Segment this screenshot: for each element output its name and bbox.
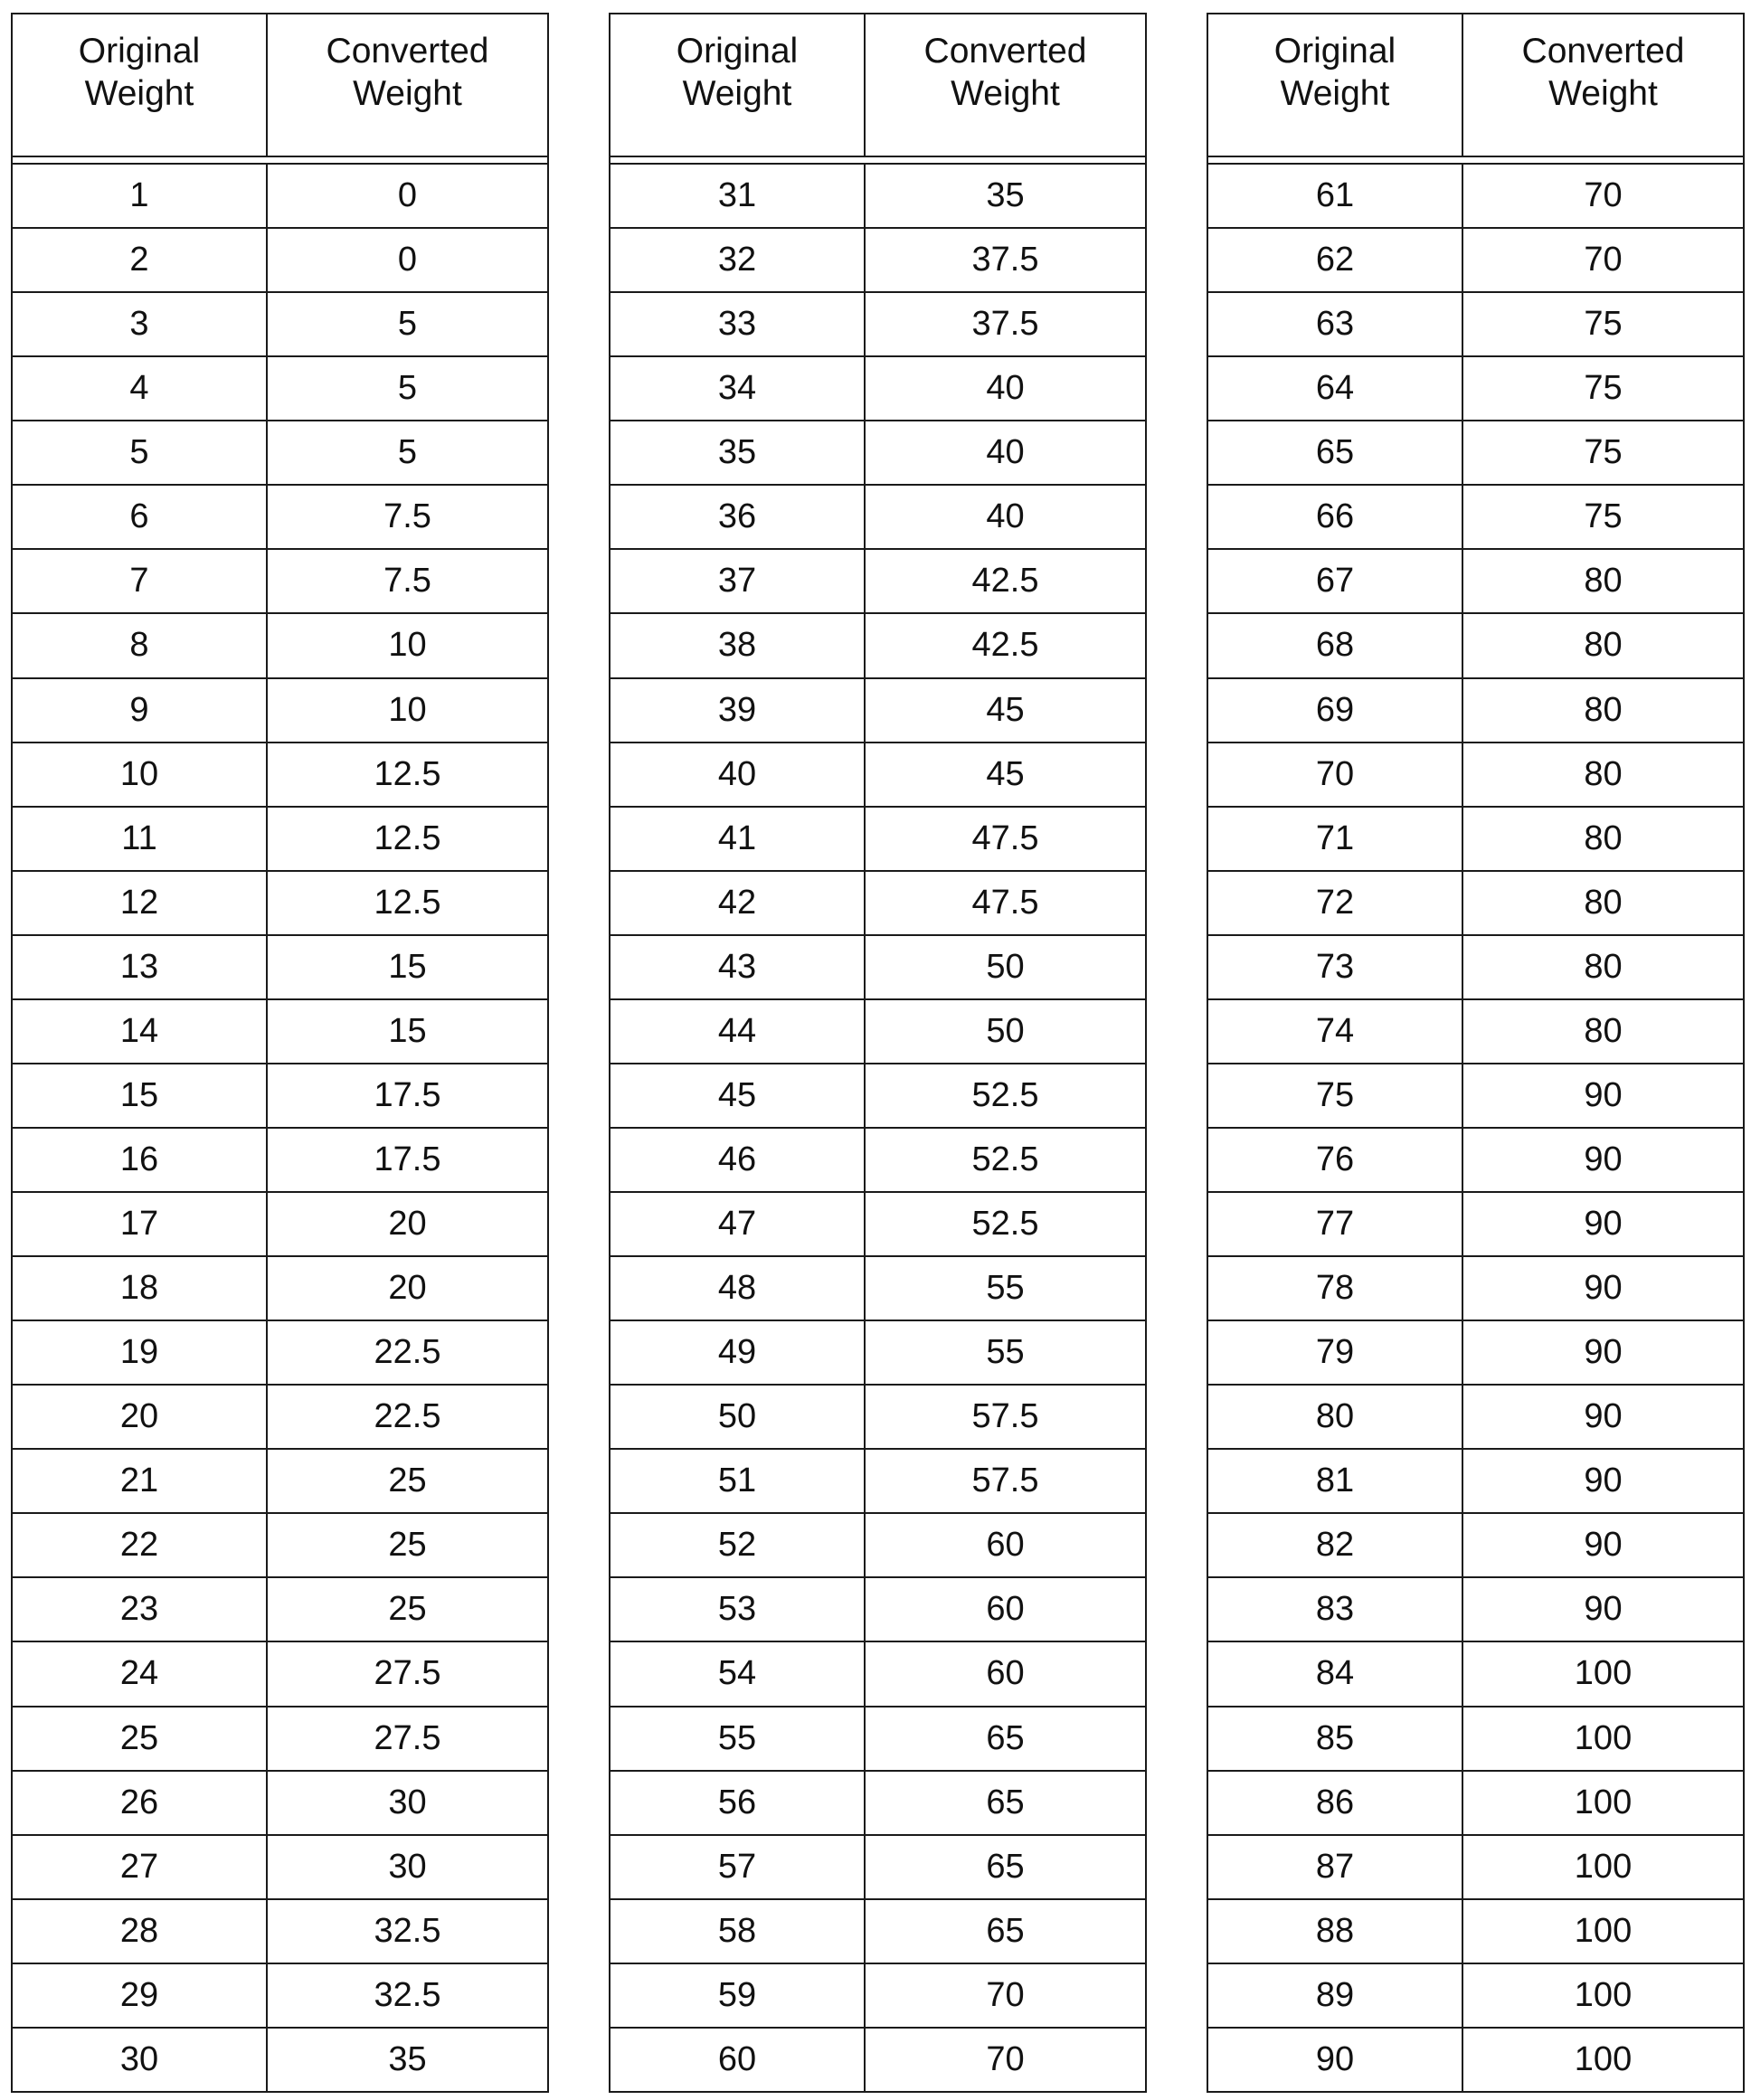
converted-weight-cell: 100: [1574, 1718, 1633, 1757]
original-weight-cell: 37: [610, 550, 866, 612]
original-weight-cell: 22: [13, 1514, 268, 1576]
table-row: [610, 165, 1145, 229]
original-weight-cell: 19: [13, 1321, 268, 1384]
table-row: [610, 1964, 1145, 2029]
table-body: [13, 165, 547, 2091]
original-weight-cell: 39: [610, 679, 866, 742]
converted-weight-cell: 27.5: [374, 1654, 441, 1693]
original-weight-cell: 49: [610, 1321, 866, 1384]
original-weight-cell: 40: [610, 743, 866, 806]
converted-weight-cell: 5: [397, 369, 418, 408]
converted-weight-cell: 100: [1574, 1783, 1633, 1821]
table-row: [13, 293, 547, 357]
original-weight-cell: 58: [610, 1900, 866, 1963]
original-weight-cell: 50: [610, 1386, 866, 1448]
converted-weight-cell: 40: [986, 369, 1025, 408]
converted-weight-cell: 75: [1584, 369, 1623, 408]
converted-weight-cell: 80: [1584, 562, 1623, 601]
table-row: [610, 421, 1145, 486]
original-weight-cell: 3: [13, 293, 268, 355]
table-row: [1208, 808, 1743, 872]
original-weight-cell: 11: [13, 808, 268, 870]
converted-weight-cell: 80: [1584, 690, 1623, 729]
table-row: [610, 357, 1145, 421]
original-weight-cell: 32: [610, 229, 866, 291]
converted-weight-cell: 40: [986, 433, 1025, 472]
original-weight-cell: 81: [1208, 1450, 1463, 1512]
original-weight-cell: 86: [1208, 1772, 1463, 1834]
table-row: [610, 1064, 1145, 1129]
original-weight-cell: 78: [1208, 1257, 1463, 1320]
original-weight-cell: 46: [610, 1129, 866, 1191]
converted-weight-cell: 90: [1584, 1205, 1623, 1244]
original-weight-cell: 71: [1208, 808, 1463, 870]
table-row: [13, 1707, 547, 1772]
converted-weight-cell: 70: [986, 2039, 1025, 2078]
table-header: [610, 14, 1145, 157]
table-row: [1208, 1707, 1743, 1772]
original-weight-cell: 41: [610, 808, 866, 870]
converted-weight-cell: 90: [1584, 1333, 1623, 1372]
table-row: [610, 1514, 1145, 1578]
converted-weight-cell: 60: [986, 1654, 1025, 1693]
header-double-rule: [1208, 157, 1743, 165]
converted-weight-cell: 42.5: [971, 562, 1039, 601]
conversion-table-1: [11, 13, 549, 2093]
table-row: [13, 1386, 547, 1450]
converted-weight-cell: 35: [388, 2039, 427, 2078]
table-row: [13, 550, 547, 614]
original-weight-cell: 74: [1208, 1000, 1463, 1063]
table-row: [1208, 1642, 1743, 1707]
original-weight-cell: 13: [13, 936, 268, 998]
header-converted-weight: Converted Weight: [1521, 32, 1685, 113]
original-weight-cell: 51: [610, 1450, 866, 1512]
converted-weight-cell: 0: [397, 241, 418, 279]
converted-weight-cell: 55: [986, 1333, 1025, 1372]
converted-weight-cell: 47.5: [971, 883, 1039, 922]
table-row: [610, 1321, 1145, 1386]
table-row: [610, 1193, 1145, 1257]
table-row: [1208, 614, 1743, 678]
original-weight-cell: 1: [13, 165, 268, 227]
original-weight-cell: 84: [1208, 1642, 1463, 1705]
header-double-rule: [610, 157, 1145, 165]
table-row: [1208, 2029, 1743, 2091]
converted-weight-cell: 37.5: [971, 305, 1039, 344]
original-weight-cell: 66: [1208, 486, 1463, 548]
original-weight-cell: 52: [610, 1514, 866, 1576]
original-weight-cell: 72: [1208, 872, 1463, 934]
converted-weight-cell: 10: [388, 626, 427, 665]
original-weight-cell: 89: [1208, 1964, 1463, 2027]
converted-weight-cell: 35: [986, 176, 1025, 215]
table-row: [13, 1578, 547, 1642]
table-row: [1208, 679, 1743, 743]
original-weight-cell: 43: [610, 936, 866, 998]
original-weight-cell: 33: [610, 293, 866, 355]
converted-weight-cell: 45: [986, 754, 1025, 793]
converted-weight-cell: 70: [986, 1975, 1025, 2014]
table-row: [1208, 1000, 1743, 1064]
converted-weight-cell: 15: [388, 1011, 427, 1050]
original-weight-cell: 48: [610, 1257, 866, 1320]
converted-weight-cell: 5: [397, 305, 418, 344]
table-row: [1208, 1900, 1743, 1964]
table-row: [13, 936, 547, 1000]
converted-weight-cell: 22.5: [374, 1397, 441, 1436]
original-weight-cell: 67: [1208, 550, 1463, 612]
converted-weight-cell: 7.5: [383, 562, 431, 601]
table-row: [1208, 1257, 1743, 1321]
original-weight-cell: 70: [1208, 743, 1463, 806]
table-row: [610, 1129, 1145, 1193]
original-weight-cell: 85: [1208, 1707, 1463, 1770]
table-row: [1208, 1450, 1743, 1514]
table-row: [1208, 165, 1743, 229]
table-row: [13, 229, 547, 293]
converted-weight-cell: 65: [986, 1783, 1025, 1821]
table-row: [1208, 550, 1743, 614]
table-row: [610, 679, 1145, 743]
table-row: [13, 1321, 547, 1386]
header-converted-weight: Converted Weight: [326, 32, 489, 113]
converted-weight-cell: 25: [388, 1590, 427, 1629]
table-row: [1208, 1064, 1743, 1129]
table-row: [1208, 1193, 1743, 1257]
converted-weight-cell: 52.5: [971, 1140, 1039, 1178]
converted-weight-cell: 90: [1584, 1075, 1623, 1114]
header-original-weight: Original Weight: [610, 14, 866, 156]
table-row: [13, 808, 547, 872]
original-weight-cell: 16: [13, 1129, 268, 1191]
table-row: [13, 486, 547, 550]
header-converted-weight: Converted Weight: [923, 32, 1087, 113]
table-row: [610, 936, 1145, 1000]
table-row: [610, 293, 1145, 357]
table-row: [13, 872, 547, 936]
table-row: [1208, 1964, 1743, 2029]
original-weight-cell: 75: [1208, 1064, 1463, 1127]
table-row: [1208, 486, 1743, 550]
converted-weight-cell: 30: [388, 1847, 427, 1886]
table-row: [13, 2029, 547, 2091]
table-row: [1208, 1578, 1743, 1642]
converted-weight-cell: 42.5: [971, 626, 1039, 665]
converted-weight-cell: 30: [388, 1783, 427, 1821]
original-weight-cell: 23: [13, 1578, 268, 1641]
table-row: [13, 1450, 547, 1514]
original-weight-cell: 57: [610, 1836, 866, 1898]
converted-weight-cell: 80: [1584, 883, 1623, 922]
table-row: [1208, 421, 1743, 486]
table-row: [13, 1900, 547, 1964]
converted-weight-cell: 90: [1584, 1397, 1623, 1436]
converted-weight-cell: 55: [986, 1269, 1025, 1308]
table-row: [1208, 293, 1743, 357]
converted-weight-cell: 37.5: [971, 241, 1039, 279]
table-row: [610, 872, 1145, 936]
table-row: [610, 1707, 1145, 1772]
table-header: [13, 14, 547, 157]
original-weight-cell: 59: [610, 1964, 866, 2027]
table-row: [610, 808, 1145, 872]
header-original-weight: Original Weight: [13, 14, 268, 156]
converted-weight-cell: 100: [1574, 1975, 1633, 2014]
original-weight-cell: 8: [13, 614, 268, 676]
converted-weight-cell: 7.5: [383, 497, 431, 536]
table-row: [1208, 1129, 1743, 1193]
original-weight-cell: 9: [13, 679, 268, 742]
original-weight-cell: 5: [13, 421, 268, 484]
converted-weight-cell: 10: [388, 690, 427, 729]
original-weight-cell: 14: [13, 1000, 268, 1063]
converted-weight-cell: 100: [1574, 1847, 1633, 1886]
table-row: [610, 2029, 1145, 2091]
converted-weight-cell: 32.5: [374, 1911, 441, 1950]
table-row: [610, 1578, 1145, 1642]
original-weight-cell: 10: [13, 743, 268, 806]
original-weight-cell: 15: [13, 1064, 268, 1127]
table-row: [1208, 936, 1743, 1000]
original-weight-cell: 25: [13, 1707, 268, 1770]
converted-weight-cell: 80: [1584, 947, 1623, 986]
converted-weight-cell: 52.5: [971, 1205, 1039, 1244]
table-row: [13, 357, 547, 421]
table-row: [13, 614, 547, 678]
table-row: [1208, 872, 1743, 936]
table-row: [13, 1772, 547, 1836]
original-weight-cell: 26: [13, 1772, 268, 1834]
table-row: [610, 743, 1145, 808]
converted-weight-cell: 57.5: [971, 1397, 1039, 1436]
original-weight-cell: 63: [1208, 293, 1463, 355]
original-weight-cell: 60: [610, 2029, 866, 2091]
original-weight-cell: 61: [1208, 165, 1463, 227]
converted-weight-cell: 60: [986, 1526, 1025, 1565]
original-weight-cell: 28: [13, 1900, 268, 1963]
converted-weight-cell: 90: [1584, 1269, 1623, 1308]
converted-weight-cell: 60: [986, 1590, 1025, 1629]
converted-weight-cell: 90: [1584, 1590, 1623, 1629]
table-row: [610, 1772, 1145, 1836]
original-weight-cell: 47: [610, 1193, 866, 1255]
converted-weight-cell: 70: [1584, 241, 1623, 279]
table-row: [13, 165, 547, 229]
original-weight-cell: 34: [610, 357, 866, 420]
table-row: [1208, 1772, 1743, 1836]
original-weight-cell: 53: [610, 1578, 866, 1641]
converted-weight-cell: 25: [388, 1526, 427, 1565]
table-row: [1208, 1514, 1743, 1578]
original-weight-cell: 17: [13, 1193, 268, 1255]
original-weight-cell: 31: [610, 165, 866, 227]
converted-weight-cell: 100: [1574, 1654, 1633, 1693]
table-row: [1208, 357, 1743, 421]
original-weight-cell: 35: [610, 421, 866, 484]
original-weight-cell: 7: [13, 550, 268, 612]
table-row: [610, 1642, 1145, 1707]
original-weight-cell: 24: [13, 1642, 268, 1705]
table-row: [1208, 1836, 1743, 1900]
table-row: [610, 1386, 1145, 1450]
converted-weight-cell: 75: [1584, 433, 1623, 472]
converted-weight-cell: 0: [397, 176, 418, 215]
table-row: [13, 1000, 547, 1064]
converted-weight-cell: 20: [388, 1269, 427, 1308]
converted-weight-cell: 65: [986, 1847, 1025, 1886]
header-double-rule: [13, 157, 547, 165]
converted-weight-cell: 22.5: [374, 1333, 441, 1372]
converted-weight-cell: 80: [1584, 818, 1623, 857]
table-body: [1208, 165, 1743, 2091]
converted-weight-cell: 90: [1584, 1140, 1623, 1178]
converted-weight-cell: 80: [1584, 754, 1623, 793]
table-row: [610, 229, 1145, 293]
converted-weight-cell: 100: [1574, 2039, 1633, 2078]
table-row: [13, 1193, 547, 1257]
table-row: [13, 1642, 547, 1707]
conversion-table-3: [1207, 13, 1745, 2093]
original-weight-cell: 83: [1208, 1578, 1463, 1641]
converted-weight-cell: 47.5: [971, 818, 1039, 857]
original-weight-cell: 68: [1208, 614, 1463, 676]
table-row: [610, 1257, 1145, 1321]
table-body: [610, 165, 1145, 2091]
original-weight-cell: 55: [610, 1707, 866, 1770]
table-row: [1208, 1386, 1743, 1450]
converted-weight-cell: 27.5: [374, 1718, 441, 1757]
header-original-weight: Original Weight: [1208, 14, 1463, 156]
original-weight-cell: 82: [1208, 1514, 1463, 1576]
original-weight-cell: 80: [1208, 1386, 1463, 1448]
converted-weight-cell: 15: [388, 947, 427, 986]
table-row: [13, 1964, 547, 2029]
original-weight-cell: 4: [13, 357, 268, 420]
table-row: [610, 1836, 1145, 1900]
original-weight-cell: 90: [1208, 2029, 1463, 2091]
original-weight-cell: 29: [13, 1964, 268, 2027]
converted-weight-cell: 75: [1584, 305, 1623, 344]
original-weight-cell: 6: [13, 486, 268, 548]
converted-weight-cell: 12.5: [374, 754, 441, 793]
converted-weight-cell: 80: [1584, 626, 1623, 665]
original-weight-cell: 2: [13, 229, 268, 291]
original-weight-cell: 76: [1208, 1129, 1463, 1191]
converted-weight-cell: 90: [1584, 1526, 1623, 1565]
converted-weight-cell: 17.5: [374, 1075, 441, 1114]
table-row: [1208, 743, 1743, 808]
conversion-table-2: [609, 13, 1147, 2093]
original-weight-cell: 54: [610, 1642, 866, 1705]
table-row: [13, 743, 547, 808]
converted-weight-cell: 57.5: [971, 1461, 1039, 1500]
table-row: [13, 1836, 547, 1900]
original-weight-cell: 12: [13, 872, 268, 934]
table-row: [610, 614, 1145, 678]
original-weight-cell: 56: [610, 1772, 866, 1834]
original-weight-cell: 62: [1208, 229, 1463, 291]
original-weight-cell: 38: [610, 614, 866, 676]
original-weight-cell: 18: [13, 1257, 268, 1320]
converted-weight-cell: 70: [1584, 176, 1623, 215]
converted-weight-cell: 50: [986, 947, 1025, 986]
original-weight-cell: 69: [1208, 679, 1463, 742]
converted-weight-cell: 25: [388, 1461, 427, 1500]
converted-weight-cell: 45: [986, 690, 1025, 729]
table-row: [610, 486, 1145, 550]
table-row: [13, 421, 547, 486]
converted-weight-cell: 5: [397, 433, 418, 472]
original-weight-cell: 87: [1208, 1836, 1463, 1898]
original-weight-cell: 77: [1208, 1193, 1463, 1255]
original-weight-cell: 45: [610, 1064, 866, 1127]
converted-weight-cell: 40: [986, 497, 1025, 536]
table-row: [13, 1514, 547, 1578]
table-header: [1208, 14, 1743, 157]
original-weight-cell: 42: [610, 872, 866, 934]
table-row: [610, 1450, 1145, 1514]
original-weight-cell: 27: [13, 1836, 268, 1898]
converted-weight-cell: 17.5: [374, 1140, 441, 1178]
table-row: [13, 1064, 547, 1129]
converted-weight-cell: 100: [1574, 1911, 1633, 1950]
table-row: [610, 1900, 1145, 1964]
converted-weight-cell: 52.5: [971, 1075, 1039, 1114]
converted-weight-cell: 90: [1584, 1461, 1623, 1500]
table-row: [1208, 229, 1743, 293]
table-row: [610, 1000, 1145, 1064]
table-row: [13, 1129, 547, 1193]
table-row: [610, 550, 1145, 614]
converted-weight-cell: 65: [986, 1718, 1025, 1757]
original-weight-cell: 65: [1208, 421, 1463, 484]
original-weight-cell: 21: [13, 1450, 268, 1512]
original-weight-cell: 36: [610, 486, 866, 548]
original-weight-cell: 30: [13, 2029, 268, 2091]
converted-weight-cell: 50: [986, 1011, 1025, 1050]
original-weight-cell: 20: [13, 1386, 268, 1448]
original-weight-cell: 44: [610, 1000, 866, 1063]
converted-weight-cell: 12.5: [374, 883, 441, 922]
converted-weight-cell: 65: [986, 1911, 1025, 1950]
table-row: [13, 1257, 547, 1321]
converted-weight-cell: 75: [1584, 497, 1623, 536]
original-weight-cell: 73: [1208, 936, 1463, 998]
converted-weight-cell: 80: [1584, 1011, 1623, 1050]
original-weight-cell: 64: [1208, 357, 1463, 420]
converted-weight-cell: 12.5: [374, 818, 441, 857]
table-row: [1208, 1321, 1743, 1386]
table-row: [13, 679, 547, 743]
converted-weight-cell: 20: [388, 1205, 427, 1244]
converted-weight-cell: 32.5: [374, 1975, 441, 2014]
original-weight-cell: 88: [1208, 1900, 1463, 1963]
original-weight-cell: 79: [1208, 1321, 1463, 1384]
